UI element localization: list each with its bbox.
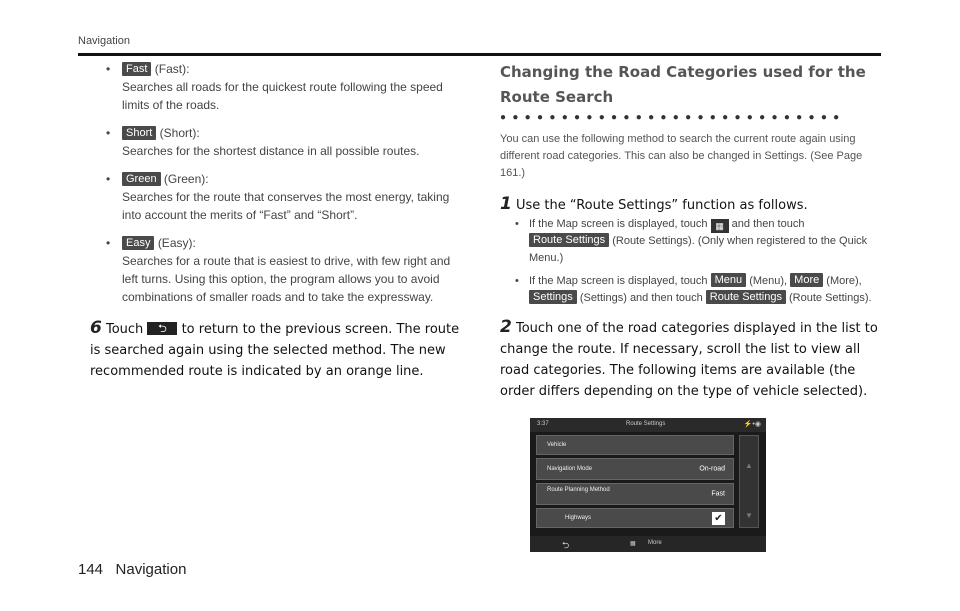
- list-item: [106, 170, 466, 224]
- bullet: •: [106, 62, 111, 76]
- scrollbar[interactable]: [739, 435, 759, 528]
- status-icons: ⚡•◉: [743, 421, 761, 428]
- sub-text: and then touch: [731, 218, 805, 230]
- route-settings-badge: Route Settings: [529, 233, 609, 247]
- step-1-options: [515, 216, 885, 307]
- step-number: 6: [90, 318, 102, 338]
- green-badge: Green: [122, 172, 161, 186]
- bottom-bar: [530, 536, 766, 552]
- left-column: [90, 60, 466, 382]
- list-item: [106, 124, 466, 160]
- sub-text: (Route Settings).: [789, 292, 872, 304]
- step-2: [500, 317, 885, 402]
- step-1: [500, 194, 885, 216]
- checkbox-icon[interactable]: ✔: [712, 512, 725, 525]
- short-badge: Short: [122, 126, 156, 140]
- row-value: On-road: [699, 465, 725, 473]
- clock: 3:37: [537, 421, 549, 427]
- running-header: Navigation: [78, 35, 130, 47]
- step-number: 2: [500, 317, 512, 337]
- settings-badge: Settings: [529, 290, 577, 304]
- page-footer: [78, 561, 186, 578]
- bullet: •: [106, 126, 111, 140]
- settings-row-route-planning[interactable]: [536, 483, 734, 505]
- bullet: •: [106, 172, 111, 186]
- list-item: [106, 60, 466, 114]
- item-title: (Short):: [159, 126, 200, 140]
- route-settings-badge: Route Settings: [706, 290, 786, 304]
- map-grid-icon: ▦: [711, 219, 729, 233]
- right-column: [500, 60, 885, 402]
- grid-icon: ▦: [630, 541, 636, 547]
- step-text: Use the “Route Settings” function as follows.: [515, 198, 808, 213]
- footer-section: Navigation: [115, 561, 187, 578]
- settings-row-vehicle[interactable]: [536, 435, 734, 455]
- item-desc: Searches for a route that is easiest to drive, with few right and left turns. Using this option, the program allows you to avoid combinations of smaller roads and to take the expressway.: [122, 254, 451, 304]
- list-item: [515, 273, 885, 307]
- more-button[interactable]: More: [648, 540, 662, 546]
- row-value: Fast: [711, 490, 725, 498]
- back-icon[interactable]: ⮌: [562, 540, 570, 550]
- item-title: (Fast):: [154, 62, 190, 76]
- bullet: •: [515, 275, 519, 287]
- screen-title: Route Settings: [626, 421, 666, 427]
- item-desc: Searches all roads for the quickest route following the speed limits of the roads.: [122, 80, 443, 112]
- more-badge: More: [790, 273, 823, 287]
- step-text-post: to return to the previous screen. The route is searched again using the selected method. The new recommended route is indicated by an orange line.: [90, 322, 460, 379]
- sub-text: (Settings) and then touch: [579, 292, 703, 304]
- settings-row-navigation-mode[interactable]: [536, 458, 734, 480]
- fast-badge: Fast: [122, 62, 151, 76]
- item-desc: Searches for the shortest distance in all possible routes.: [122, 144, 420, 158]
- sub-text: (More),: [826, 275, 862, 287]
- bullet: •: [515, 218, 519, 230]
- intro-paragraph: You can use the following method to search the current route again using different road categories. This can also be changed in Settings. (See Page 161.): [500, 133, 863, 179]
- row-label: Highways: [565, 515, 592, 521]
- easy-badge: Easy: [122, 236, 154, 250]
- sub-text: If the Map screen is displayed, touch: [529, 275, 708, 287]
- step-6: [90, 318, 466, 382]
- status-bar: [530, 418, 766, 432]
- back-icon: ⮌: [147, 322, 177, 335]
- section-title: Changing the Road Categories used for the Route Search: [500, 63, 866, 106]
- sub-text: If the Map screen is displayed, touch: [529, 218, 708, 230]
- bullet: •: [106, 236, 111, 250]
- step-text-pre: Touch: [105, 322, 144, 337]
- scroll-up-icon[interactable]: ▲: [745, 461, 753, 470]
- item-title: (Easy):: [157, 236, 196, 250]
- settings-row-highways[interactable]: [536, 508, 734, 528]
- device-screenshot: [530, 418, 766, 552]
- list-item: [106, 234, 466, 306]
- item-desc: Searches for the route that conserves the most energy, taking into account the merits of “Fast” and “Short”.: [122, 190, 450, 222]
- sub-text: (Route Settings). (Only when registered to the Quick Menu.): [529, 235, 868, 264]
- step-text: Touch one of the road categories displayed in the list to change the route. If necessary, scroll the list to view all road categories. The following items are available (the order differs depending on the type of vehicle selected).: [500, 321, 878, 399]
- item-title: (Green):: [163, 172, 209, 186]
- page-number: 144: [78, 561, 104, 578]
- scroll-down-icon[interactable]: ▼: [745, 511, 753, 520]
- sub-text: (Menu),: [749, 275, 788, 287]
- menu-badge: Menu: [711, 273, 747, 287]
- list-item: [515, 216, 885, 267]
- row-label: Navigation Mode: [547, 466, 593, 472]
- row-label: Vehicle: [547, 442, 567, 448]
- row-label: Route Planning Method: [547, 487, 610, 493]
- title-dotted-rule: ●●●●●●●●●●●●●●●●●●●●●●●●●●●●: [500, 112, 846, 123]
- header-rule: [78, 53, 881, 56]
- step-number: 1: [500, 194, 512, 214]
